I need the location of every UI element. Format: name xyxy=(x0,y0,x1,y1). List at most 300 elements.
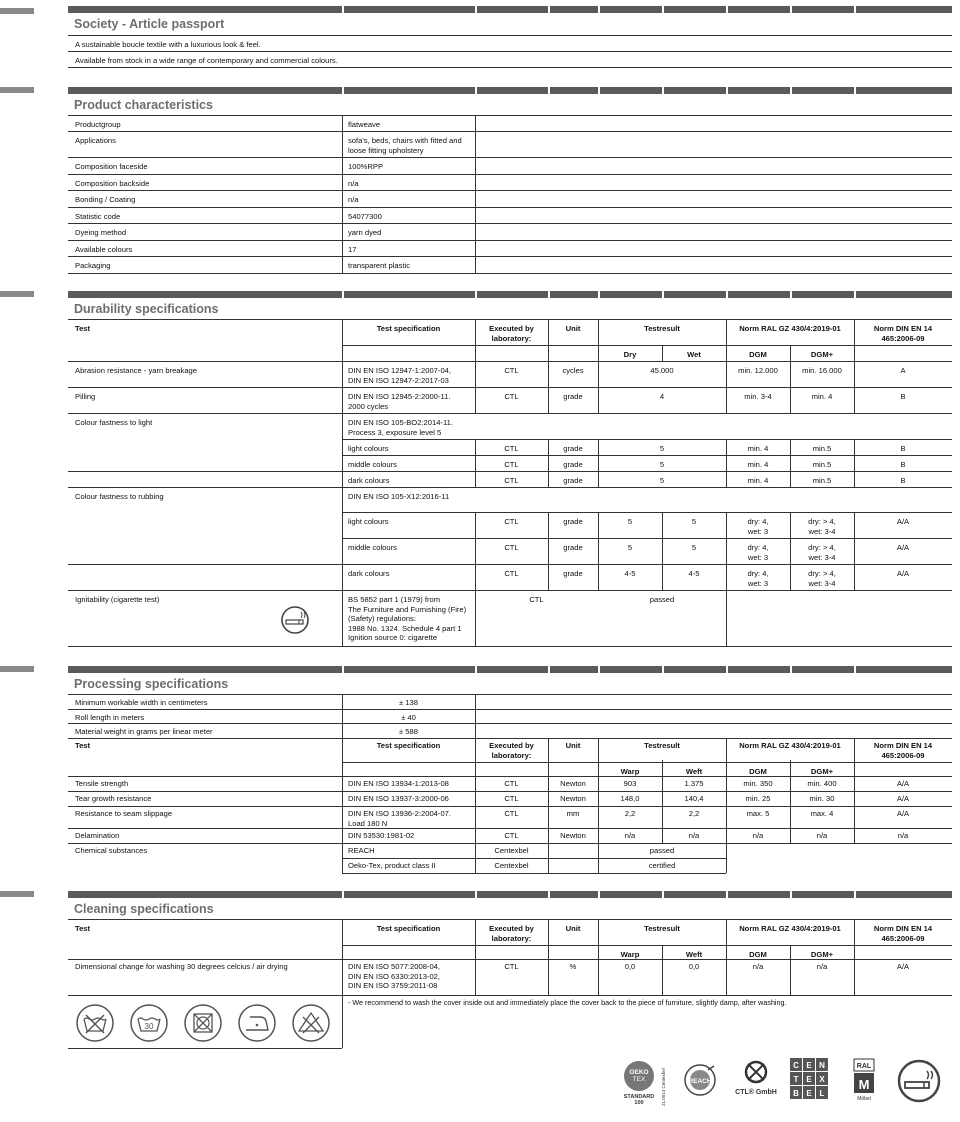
column-divider xyxy=(548,828,549,843)
column-divider xyxy=(854,959,855,995)
column-divider xyxy=(342,471,343,487)
column-divider xyxy=(598,439,599,455)
column-divider xyxy=(726,806,727,828)
no-wash-icon xyxy=(75,1003,115,1043)
section-bar-separator xyxy=(342,291,344,298)
column-header-unit: Unit xyxy=(565,741,581,750)
column-divider xyxy=(342,590,343,646)
test-result-weft: 1.375 xyxy=(684,779,704,788)
test-name: Colour fastness to light xyxy=(75,418,153,427)
row-divider xyxy=(68,413,952,414)
section-title: Cleaning specifications xyxy=(74,902,214,916)
column-divider xyxy=(854,738,855,776)
norm-din: A xyxy=(900,366,906,375)
column-header-din: Norm DIN EN 14 465:2006-09 xyxy=(873,924,933,943)
norm-dgm: min. 350 xyxy=(743,779,773,788)
subheader: Warp xyxy=(620,767,640,776)
subheader: DGM+ xyxy=(810,950,834,959)
column-divider xyxy=(475,776,476,791)
test-result-warp: n/a xyxy=(624,831,636,840)
column-divider xyxy=(548,387,549,413)
test-result-warp: 903 xyxy=(623,779,637,788)
svg-text:STANDARD: STANDARD xyxy=(623,1094,655,1100)
section-bar-separator xyxy=(548,666,550,673)
column-divider xyxy=(726,959,727,995)
section-bar-separator xyxy=(726,291,728,298)
column-divider xyxy=(854,471,855,487)
unit: grade xyxy=(563,476,583,485)
column-header-test: Test xyxy=(75,741,91,750)
test-result-warp: 148,0 xyxy=(620,794,640,803)
norm-dgm-plus: min. 4 xyxy=(811,392,833,401)
column-divider xyxy=(475,455,476,471)
section-bar-separator xyxy=(790,291,792,298)
section-bar-separator xyxy=(726,87,728,94)
column-divider xyxy=(790,959,791,995)
section-bar-separator xyxy=(790,666,792,673)
column-divider xyxy=(726,471,727,487)
norm-din: A/A xyxy=(896,962,910,971)
laboratory: Centexbel xyxy=(494,861,529,870)
column-header-ral: Norm RAL GZ 430/4:2019-01 xyxy=(739,924,841,933)
section-bar-separator xyxy=(790,6,792,13)
column-divider xyxy=(854,919,855,959)
norm-dgm-plus: min.5 xyxy=(812,476,832,485)
column-divider xyxy=(726,828,727,843)
section-bar-separator xyxy=(548,891,550,898)
column-divider xyxy=(342,828,343,843)
svg-text:X: X xyxy=(819,1075,825,1084)
column-header-spec: Test specification xyxy=(376,741,441,750)
characteristic-value: 17 xyxy=(348,245,357,254)
test-spec: middle colours xyxy=(348,460,397,469)
test-spec: DIN EN ISO 13937-3:2000-06 xyxy=(348,794,449,803)
laboratory: CTL xyxy=(504,569,519,578)
test-result-weft: 140,4 xyxy=(684,794,704,803)
column-header-lab: Executed by laboratory: xyxy=(489,741,534,760)
row-divider xyxy=(68,828,952,829)
characteristic-label: Packaging xyxy=(75,261,111,270)
subheader: Dry xyxy=(623,350,637,359)
column-divider xyxy=(854,319,855,361)
section-bar-separator xyxy=(342,6,344,13)
norm-dgm: dry: 4, wet: 3 xyxy=(747,543,769,562)
section-bar-separator xyxy=(342,666,344,673)
row-divider xyxy=(68,487,952,488)
column-divider xyxy=(726,455,727,471)
column-divider xyxy=(598,319,599,361)
test-result-wet: 5 xyxy=(691,543,697,552)
characteristic-label: Available colours xyxy=(75,245,133,254)
svg-text:21.0014 Centexbel: 21.0014 Centexbel xyxy=(661,1068,666,1106)
section-title: Processing specifications xyxy=(74,677,229,691)
row-divider xyxy=(68,361,952,362)
test-spec: DIN EN ISO 105-X12:2016-11 xyxy=(348,492,450,501)
test-result: passed xyxy=(649,846,675,855)
row-divider xyxy=(342,945,952,946)
test-result: 5 xyxy=(659,476,665,485)
norm-din: A/A xyxy=(896,794,910,803)
test-name: Tear growth resistance xyxy=(75,794,152,803)
processing-label: Material weight in grams per linear meter xyxy=(75,727,213,736)
subheader: DGM+ xyxy=(810,767,834,776)
laboratory: CTL xyxy=(504,392,519,401)
norm-dgm-plus: dry: > 4, wet: 3-4 xyxy=(808,517,836,536)
unit: grade xyxy=(563,444,583,453)
test-result-weft: n/a xyxy=(688,831,700,840)
norm-din: A/A xyxy=(896,779,910,788)
column-header-lab: Executed by laboratory: xyxy=(489,924,534,943)
column-divider xyxy=(726,919,727,959)
row-divider xyxy=(68,776,952,777)
column-divider xyxy=(598,843,599,858)
column-divider xyxy=(342,995,343,1048)
subheader: DGM xyxy=(749,767,767,776)
unit: grade xyxy=(563,517,583,526)
norm-dgm-plus: max. 4 xyxy=(810,809,834,818)
margin-marker xyxy=(0,666,34,672)
svg-text:100: 100 xyxy=(634,1100,644,1106)
test-result: passed xyxy=(649,595,675,604)
svg-text:E: E xyxy=(806,1061,812,1070)
reach-logo xyxy=(682,1062,720,1102)
column-divider xyxy=(662,564,663,590)
column-divider xyxy=(342,361,343,387)
column-divider xyxy=(342,564,343,590)
column-divider xyxy=(662,512,663,538)
subheader: DGM xyxy=(749,350,767,359)
section-title: Society - Article passport xyxy=(74,17,225,31)
laboratory: CTL xyxy=(504,476,519,485)
column-divider xyxy=(598,564,599,590)
test-spec: dark colours xyxy=(348,569,390,578)
subheader: Weft xyxy=(685,950,703,959)
test-spec: dark colours xyxy=(348,476,390,485)
column-divider xyxy=(475,471,476,487)
laboratory: CTL xyxy=(504,444,519,453)
section-bar-separator xyxy=(854,6,856,13)
column-divider xyxy=(662,776,663,791)
column-divider xyxy=(598,738,599,776)
column-divider xyxy=(790,345,791,361)
test-result-warp: 0,0 xyxy=(624,962,636,971)
section-bar-separator xyxy=(548,291,550,298)
column-header-result: Testresult xyxy=(644,924,680,933)
row-divider xyxy=(68,843,952,844)
row-divider xyxy=(68,646,952,647)
row-divider xyxy=(68,387,952,388)
no-bleach-icon xyxy=(291,1003,331,1043)
test-spec: light colours xyxy=(348,444,389,453)
column-divider xyxy=(790,791,791,806)
column-divider xyxy=(548,843,549,858)
svg-text:C: C xyxy=(793,1061,799,1070)
row-divider xyxy=(68,115,952,116)
section-bar-separator xyxy=(662,891,664,898)
svg-text:REACH: REACH xyxy=(688,1078,712,1085)
intro-line: Available from stock in a wide range of contemporary and commercial colours. xyxy=(75,56,338,65)
section-bar-separator xyxy=(854,87,856,94)
column-divider xyxy=(598,538,599,564)
margin-marker xyxy=(0,87,34,93)
svg-text:L: L xyxy=(819,1089,825,1098)
column-divider xyxy=(726,538,727,564)
column-divider xyxy=(548,806,549,828)
section-title: Durability specifications xyxy=(74,302,219,316)
norm-dgm-plus: min. 30 xyxy=(809,794,835,803)
column-divider xyxy=(342,538,343,564)
svg-text:RAL: RAL xyxy=(856,1063,872,1070)
column-divider xyxy=(726,738,727,776)
norm-din: A/A xyxy=(896,517,910,526)
characteristic-value: n/a xyxy=(348,179,359,188)
row-divider xyxy=(342,858,726,859)
test-spec: DIN EN ISO 13936-2:2004-07. Load 180 N xyxy=(348,809,451,828)
section-bar xyxy=(68,891,952,898)
section-bar-separator xyxy=(854,666,856,673)
test-spec: BS 5852 part 1 (1979) from The Furniture and Furnishing (Fire) (Safety) regulations: 1988 No. 1324. Schedule 4 part 1 Ignition source 0: cigarette xyxy=(348,595,467,642)
row-divider xyxy=(68,723,952,724)
norm-din: B xyxy=(900,392,906,401)
column-divider xyxy=(342,776,343,791)
section-bar-separator xyxy=(790,87,792,94)
section-bar-separator xyxy=(475,666,477,673)
column-divider xyxy=(475,694,476,709)
subheader: Wet xyxy=(687,350,701,359)
test-result-wet: 5 xyxy=(691,517,697,526)
column-divider xyxy=(854,387,855,413)
test-result-warp: 2,2 xyxy=(624,809,636,818)
norm-dgm-plus: min. 16.000 xyxy=(802,366,842,375)
unit: Newton xyxy=(560,779,586,788)
unit: cycles xyxy=(562,366,584,375)
section-bar-separator xyxy=(598,291,600,298)
test-result: 5 xyxy=(659,460,665,469)
row-divider xyxy=(68,471,952,472)
section-bar-separator xyxy=(662,291,664,298)
washing-note: - We recommend to wash the cover inside out and immediately place the cover back to the piece of furniture, slightly damp, after washing. xyxy=(348,998,787,1007)
column-divider xyxy=(548,439,549,455)
laboratory: CTL xyxy=(504,962,519,971)
column-divider xyxy=(342,806,343,828)
ral-logo xyxy=(852,1058,880,1102)
section-bar-separator xyxy=(548,87,550,94)
column-divider xyxy=(662,791,663,806)
svg-text:TEX: TEX xyxy=(632,1076,646,1083)
column-divider xyxy=(475,361,476,387)
column-divider xyxy=(726,590,727,646)
norm-dgm-plus: dry: > 4, wet: 3-4 xyxy=(808,569,836,588)
test-spec: DIN EN ISO 5077:2008-04, DIN EN ISO 6330:2013-02, DIN EN ISO 3759:2011-08 xyxy=(348,962,441,990)
row-divider xyxy=(68,564,952,565)
row-divider xyxy=(342,345,952,346)
characteristic-value: flatweave xyxy=(348,120,381,129)
margin-marker xyxy=(0,291,34,297)
processing-value: ± 138 xyxy=(399,698,418,707)
processing-label: Roll length in meters xyxy=(75,713,145,722)
column-header-result: Testresult xyxy=(644,741,680,750)
row-divider xyxy=(68,157,952,158)
characteristic-label: Bonding / Coating xyxy=(75,195,136,204)
column-divider xyxy=(342,709,343,723)
test-spec: DIN EN ISO 12945-2:2000-11. 2000 cycles xyxy=(348,392,451,411)
column-divider xyxy=(854,512,855,538)
column-divider xyxy=(790,455,791,471)
norm-din: B xyxy=(900,476,906,485)
characteristic-label: Composition backside xyxy=(75,179,150,188)
test-result: 5 xyxy=(659,444,665,453)
row-divider xyxy=(68,995,952,996)
norm-dgm-plus: min.5 xyxy=(812,444,832,453)
unit: grade xyxy=(563,543,583,552)
row-divider xyxy=(68,959,952,960)
section-bar-separator xyxy=(726,6,728,13)
test-spec: REACH xyxy=(348,846,375,855)
column-divider xyxy=(475,512,476,538)
column-header-lab: Executed by laboratory: xyxy=(489,324,534,343)
section-bar-separator xyxy=(475,291,477,298)
section-bar-separator xyxy=(342,891,344,898)
section-bar-separator xyxy=(662,666,664,673)
column-header-spec: Test specification xyxy=(376,324,441,333)
norm-dgm: min. 4 xyxy=(747,460,769,469)
column-divider xyxy=(342,791,343,806)
norm-dgm-plus: min.5 xyxy=(812,460,832,469)
section-bar-separator xyxy=(662,6,664,13)
column-divider xyxy=(548,319,549,361)
test-result: 4 xyxy=(659,392,665,401)
column-header-ral: Norm RAL GZ 430/4:2019-01 xyxy=(739,741,841,750)
column-divider xyxy=(342,487,343,512)
column-divider xyxy=(726,858,727,873)
unit: grade xyxy=(563,569,583,578)
column-header-din: Norm DIN EN 14 465:2006-09 xyxy=(873,741,933,760)
norm-din: n/a xyxy=(897,831,909,840)
norm-dgm: min. 25 xyxy=(745,794,771,803)
column-header-din: Norm DIN EN 14 465:2006-09 xyxy=(873,324,933,343)
column-divider xyxy=(854,361,855,387)
column-divider xyxy=(475,791,476,806)
norm-din: B xyxy=(900,460,906,469)
column-divider xyxy=(598,455,599,471)
column-divider xyxy=(342,439,343,455)
test-spec: Oeko-Tex, product class II xyxy=(348,861,436,870)
column-divider xyxy=(854,538,855,564)
test-result: 45.000 xyxy=(650,366,674,375)
margin-marker xyxy=(0,8,34,14)
svg-text:CTL® GmbH: CTL® GmbH xyxy=(735,1089,777,1096)
row-divider xyxy=(68,709,952,710)
processing-label: Minimum workable width in centimeters xyxy=(75,698,208,707)
norm-din: B xyxy=(900,444,906,453)
norm-dgm: n/a xyxy=(752,831,764,840)
column-divider xyxy=(790,387,791,413)
test-spec: DIN EN ISO 105-BO2:2014-11. Process 3, exposure level 5 xyxy=(348,418,453,437)
row-divider xyxy=(68,273,952,274)
section-bar xyxy=(68,666,952,673)
section-bar-separator xyxy=(854,291,856,298)
section-bar-separator xyxy=(342,87,344,94)
laboratory: CTL xyxy=(504,794,519,803)
section-bar xyxy=(68,291,952,298)
column-divider xyxy=(342,413,343,439)
column-divider xyxy=(662,828,663,843)
column-divider xyxy=(854,791,855,806)
column-divider xyxy=(790,806,791,828)
column-divider xyxy=(790,776,791,791)
norm-dgm-plus: n/a xyxy=(816,831,828,840)
column-divider xyxy=(790,564,791,590)
subheader: DGM+ xyxy=(810,350,834,359)
column-divider xyxy=(598,791,599,806)
column-divider xyxy=(662,806,663,828)
test-result-dry: 4-5 xyxy=(624,569,636,578)
column-divider xyxy=(342,843,343,858)
unit: % xyxy=(569,962,577,971)
column-divider xyxy=(548,738,549,776)
row-divider xyxy=(68,806,952,807)
norm-dgm-plus: min. 400 xyxy=(807,779,837,788)
subheader: Weft xyxy=(685,767,703,776)
test-result-weft: 2,2 xyxy=(688,809,700,818)
norm-dgm: min. 3-4 xyxy=(744,392,772,401)
column-divider xyxy=(854,455,855,471)
column-divider xyxy=(342,319,343,361)
section-bar-separator xyxy=(598,87,600,94)
test-result: certified xyxy=(648,861,676,870)
centexbel-logo xyxy=(790,1058,830,1100)
characteristic-value: yarn dyed xyxy=(348,228,382,237)
norm-dgm: dry: 4, wet: 3 xyxy=(747,517,769,536)
section-bar-separator xyxy=(726,891,728,898)
row-divider xyxy=(68,240,952,241)
unit: Newton xyxy=(560,794,586,803)
test-name: Abrasion resistance - yarn breakage xyxy=(75,366,197,375)
iron-low-icon xyxy=(237,1003,277,1043)
column-divider xyxy=(790,512,791,538)
row-divider xyxy=(68,174,952,175)
row-divider xyxy=(68,67,952,68)
section-title: Product characteristics xyxy=(74,98,213,112)
svg-text:E: E xyxy=(806,1075,812,1084)
norm-dgm: min. 4 xyxy=(747,476,769,485)
test-name: Chemical substances xyxy=(75,846,148,855)
column-divider xyxy=(598,828,599,843)
row-divider xyxy=(68,190,952,191)
column-divider xyxy=(548,858,549,873)
column-header-ral: Norm RAL GZ 430/4:2019-01 xyxy=(739,324,841,333)
row-divider xyxy=(68,207,952,208)
row-divider xyxy=(68,223,952,224)
svg-text:OEKO: OEKO xyxy=(629,1069,649,1076)
column-divider xyxy=(726,361,727,387)
column-divider xyxy=(598,959,599,995)
column-divider xyxy=(548,512,549,538)
row-divider xyxy=(68,919,952,920)
laboratory: CTL xyxy=(504,517,519,526)
column-divider xyxy=(342,512,343,538)
svg-text:M: M xyxy=(858,1077,870,1092)
row-divider xyxy=(342,538,952,539)
column-divider xyxy=(790,760,791,776)
column-divider xyxy=(548,959,549,995)
column-divider xyxy=(726,439,727,455)
svg-text:30: 30 xyxy=(144,1022,154,1031)
test-result-dry: 5 xyxy=(627,543,633,552)
processing-value: ± 588 xyxy=(399,727,418,736)
section-bar-separator xyxy=(662,87,664,94)
column-divider xyxy=(662,345,663,361)
